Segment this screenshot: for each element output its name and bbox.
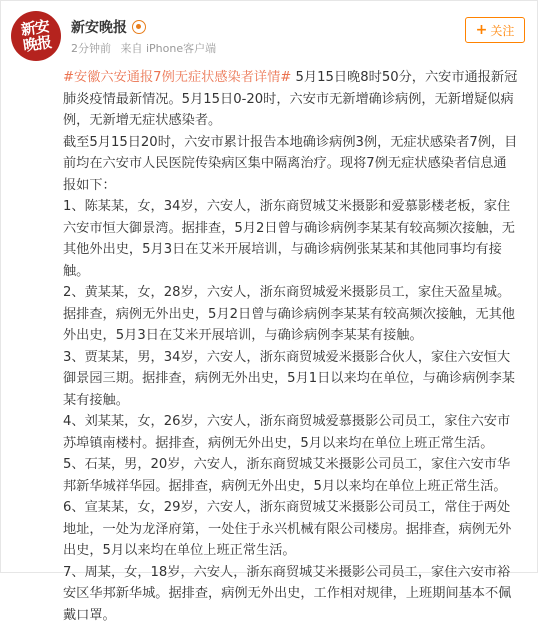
intro-text: 5月15日晚8时50分，六安市通报新冠肺炎疫情最新情况。5月15日0-20时，六安市无新增确诊病例，无新增疑似病例，无新增无症状感染者。 xyxy=(63,70,517,128)
post-content xyxy=(63,67,519,626)
post-time[interactable]: 2分钟前 xyxy=(71,42,111,55)
summary-paragraph: 截至5月15日20时，六安市累计报告本地确诊病例3例，无症状感染者7例，目前均在六安市人民医院传染病区集中隔离治疗。现将7例无症状感染者信息通报如下： xyxy=(63,132,519,197)
post-header xyxy=(11,11,527,67)
hashtag-link[interactable]: #安徽六安通报7例无症状感染者详情# xyxy=(63,70,291,85)
case-item: 7、周某，女，18岁，六安人，浙东商贸城艾米摄影公司员工，家住六安市裕安区华邦新华城。据排查，病例无外出史，工作相对规律，上班期间基本不佩戴口罩。 xyxy=(63,562,519,626)
plus-icon: + xyxy=(476,22,488,38)
follow-label: 关注 xyxy=(490,22,514,39)
avatar-logo-text: 新安晚报 xyxy=(17,18,55,54)
post-meta xyxy=(71,40,222,56)
post-source: 来自 iPhone客户端 xyxy=(121,42,217,55)
case-item: 4、刘某某，女，26岁，六安人，浙东商贸城爱慕摄影公司员工，家住六安市苏埠镇南楼村。据排查，病例无外出史，5月以来均在单位上班正常生活。 xyxy=(63,411,519,454)
intro-paragraph xyxy=(63,67,519,132)
weibo-verified-badge-icon[interactable] xyxy=(132,20,146,34)
avatar[interactable] xyxy=(11,11,61,61)
case-item: 6、宣某某，女，29岁，六安人，浙东商贸城艾米摄影公司员工，常住于两处地址，一处为龙泽府第，一处住于永兴机械有限公司楼房。据排查，病例无外出史，5月以来均在单位上班正常生活。 xyxy=(63,497,519,562)
case-item: 5、石某，男，20岁，六安人，浙东商贸城艾米摄影公司员工，家住六安市华邦新华城祥华园。据排查，病例无外出史，5月以来均在单位上班正常生活。 xyxy=(63,454,519,497)
case-item: 3、贾某某，男，34岁，六安人，浙东商贸城爱米摄影合伙人，家住六安恒大御景园三期。据排查，病例无外出史，5月1日以来均在单位，与确诊病例李某某有接触。 xyxy=(63,347,519,412)
account-name-row xyxy=(71,17,146,37)
account-name[interactable]: 新安晚报 xyxy=(71,17,127,37)
follow-button[interactable] xyxy=(465,17,525,43)
case-item: 1、陈某某，女，34岁，六安人，浙东商贸城艾米摄影和爱慕影楼老板，家住六安市恒大御景湾。据排查，5月2日曾与确诊病例李某某有较高频次接触，无其他外出史，5月3日在艾米开展培训，与确诊病例张某某和其他同事均有接触。 xyxy=(63,196,519,282)
case-item: 2、黄某某，女，28岁，六安人，浙东商贸城爱米摄影员工，家住天盈星城。据排查，病例无外出史，5月2日曾与确诊病例李某某有较高频次接触，无其他外出史，5月3日在艾米开展培训，与确诊病例李某某有接触。 xyxy=(63,282,519,347)
